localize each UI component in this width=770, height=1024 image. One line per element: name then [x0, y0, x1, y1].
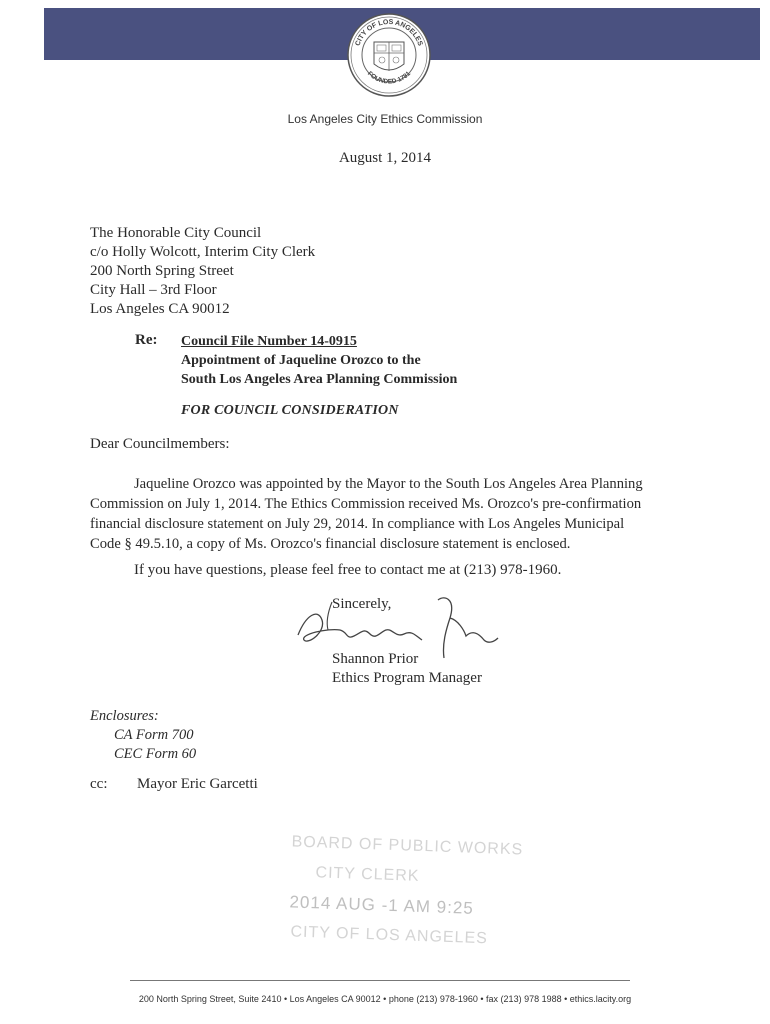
body-line: Commission on July 1, 2014. The Ethics Commission received Ms. Orozco's pre-confirmation: [90, 496, 642, 512]
body-line: Code § 49.5.10, a copy of Ms. Orozco's financial disclosure statement is enclosed.: [90, 536, 571, 552]
seal-text-bottom: FOUNDED 1781: [365, 70, 413, 86]
recipient-address: [90, 224, 315, 319]
address-line: c/o Holly Wolcott, Interim City Clerk: [90, 244, 316, 260]
footer-divider: [130, 980, 630, 981]
address-line: City Hall – 3rd Floor: [90, 282, 217, 298]
address-line: Los Angeles CA 90012: [90, 301, 230, 317]
closing: Sincerely,: [332, 596, 392, 612]
body-line: Jaqueline Orozco was appointed by the Mayor to the South Los Angeles Area Planning: [134, 476, 643, 492]
re-label: Re:: [135, 332, 158, 348]
contact-line: If you have questions, please feel free to contact me at (213) 978-1960.: [134, 562, 562, 578]
body-line: financial disclosure statement on July 29, 2014. In compliance with Los Angeles Municipal: [90, 516, 625, 532]
enclosures: [90, 707, 196, 764]
cc-name: Mayor Eric Garcetti: [137, 776, 258, 792]
body-paragraph: [90, 474, 670, 554]
received-stamp: [288, 827, 524, 952]
seal-text-top: CITY OF LOS ANGELES: [354, 18, 424, 47]
salutation: Dear Councilmembers:: [90, 436, 230, 452]
signer-name: Shannon Prior: [332, 651, 419, 667]
signer-block: [332, 650, 482, 688]
agency-name: Los Angeles City Ethics Commission: [287, 112, 483, 126]
cc-label: cc:: [90, 776, 108, 792]
enclosure-item: CA Form 700: [114, 727, 194, 743]
signer-title: Ethics Program Manager: [332, 670, 482, 686]
address-line: The Honorable City Council: [90, 225, 262, 241]
council-consideration: FOR COUNCIL CONSIDERATION: [181, 403, 399, 418]
stamp-line: 2014 AUG -1 AM 9:25: [289, 892, 475, 918]
stamp-line: BOARD OF PUBLIC WORKS: [291, 833, 524, 859]
enclosures-label: Enclosures:: [90, 708, 159, 724]
enclosure-item: CEC Form 60: [114, 746, 197, 762]
subject-line: South Los Angeles Area Planning Commission: [181, 372, 458, 387]
council-file-number: Council File Number 14-0915: [181, 334, 357, 349]
footer-contact: 200 North Spring Street, Suite 2410 • Los Angeles CA 90012 • phone (213) 978-1960 • fax (213) 978 1988 • ethics.lacity.org: [138, 994, 632, 1004]
subject-line: Appointment of Jaqueline Orozco to the: [181, 353, 421, 368]
subject-block: [181, 332, 457, 389]
stamp-line: CITY OF LOS ANGELES: [290, 923, 489, 948]
stamp-line: CITY CLERK: [315, 864, 420, 885]
city-seal: [346, 12, 432, 98]
address-line: 200 North Spring Street: [90, 263, 234, 279]
letter-date: August 1, 2014: [338, 150, 432, 166]
